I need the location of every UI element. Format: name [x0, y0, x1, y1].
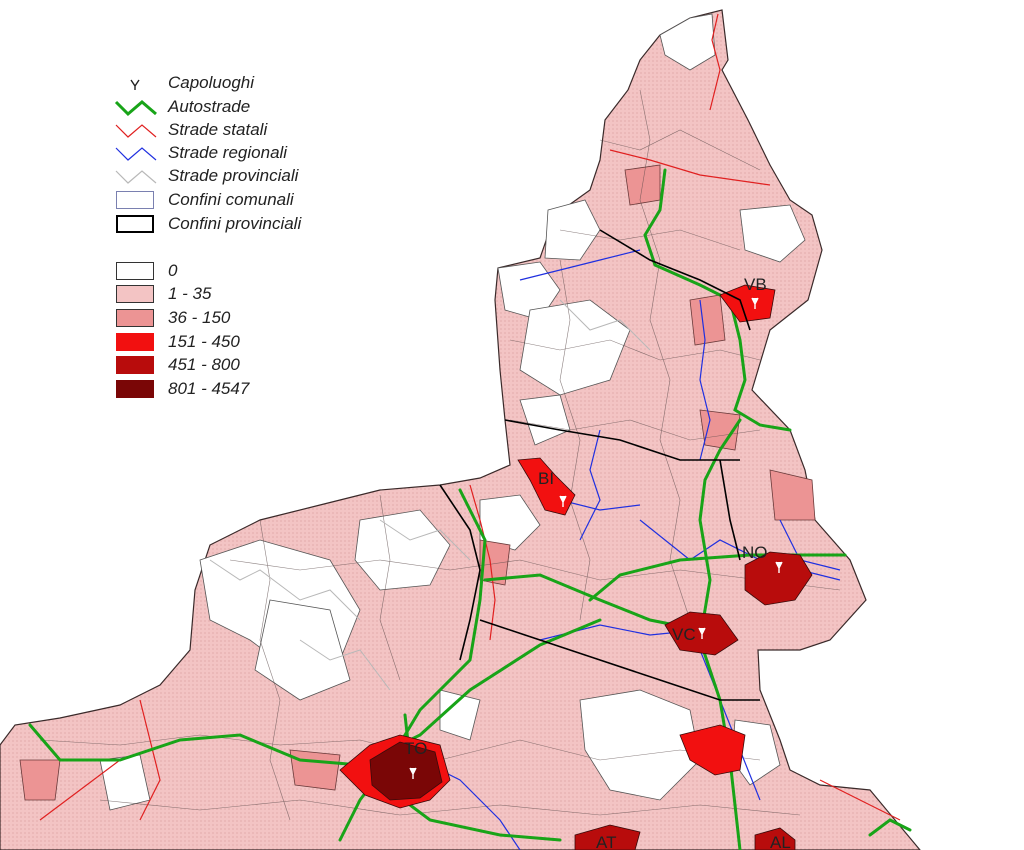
- legend-class-1: [112, 283, 372, 305]
- motorway-line-icon: [112, 96, 158, 118]
- legend-item-capoluoghi: [112, 72, 372, 94]
- class-swatch: [112, 378, 158, 400]
- legend-label: Confini comunali: [168, 190, 294, 209]
- legend-label: Strade regionali: [168, 143, 288, 162]
- city-label-al: AL: [770, 833, 791, 850]
- class-swatch: [112, 307, 158, 329]
- legend-class-label: 801 - 4547: [168, 379, 250, 398]
- legend-item-strade-statali: [112, 119, 372, 141]
- city-label-vc: VC: [672, 625, 696, 644]
- city-label-no: NO: [742, 543, 768, 562]
- class-swatch: [112, 331, 158, 353]
- legend-label: Capoluoghi: [168, 73, 255, 92]
- city-label-to: TO: [404, 739, 428, 758]
- legend-item-strade-provinciali: [112, 165, 372, 187]
- legend-class-4: [112, 354, 372, 376]
- city-label-vb: VB: [744, 275, 767, 294]
- class-swatch: [112, 283, 158, 305]
- legend-class-5: [112, 378, 372, 400]
- legend-label: Strade provinciali: [168, 166, 299, 185]
- capital-marker-icon: [112, 72, 158, 94]
- legend-item-strade-regionali: [112, 142, 372, 164]
- legend-class-0: [112, 260, 372, 282]
- legend-label: Strade statali: [168, 120, 268, 139]
- regional-road-line-icon: [112, 142, 158, 164]
- provincial-border-icon: [112, 213, 158, 235]
- legend-item-confini-provinciali: [112, 213, 372, 235]
- legend-class-3: [112, 331, 372, 353]
- legend-item-autostrade: [112, 96, 372, 118]
- legend-item-confini-comunali: [112, 189, 372, 211]
- legend-class-label: 451 - 800: [168, 355, 240, 374]
- legend-class-2: [112, 307, 372, 329]
- class-swatch: [112, 354, 158, 376]
- municipal-border-icon: [112, 189, 158, 211]
- legend-class-label: 36 - 150: [168, 308, 231, 327]
- provincial-road-line-icon: [112, 165, 158, 187]
- legend-class-label: 151 - 450: [168, 332, 240, 351]
- city-label-at: AT: [596, 833, 617, 850]
- legend-label: Autostrade: [168, 97, 251, 116]
- legend-class-label: 1 - 35: [168, 284, 212, 303]
- legend-label: Confini provinciali: [168, 214, 302, 233]
- city-label-bi: BI: [538, 469, 555, 488]
- class-swatch: [112, 260, 158, 282]
- state-road-line-icon: [112, 119, 158, 141]
- legend-class-label: 0: [168, 261, 178, 280]
